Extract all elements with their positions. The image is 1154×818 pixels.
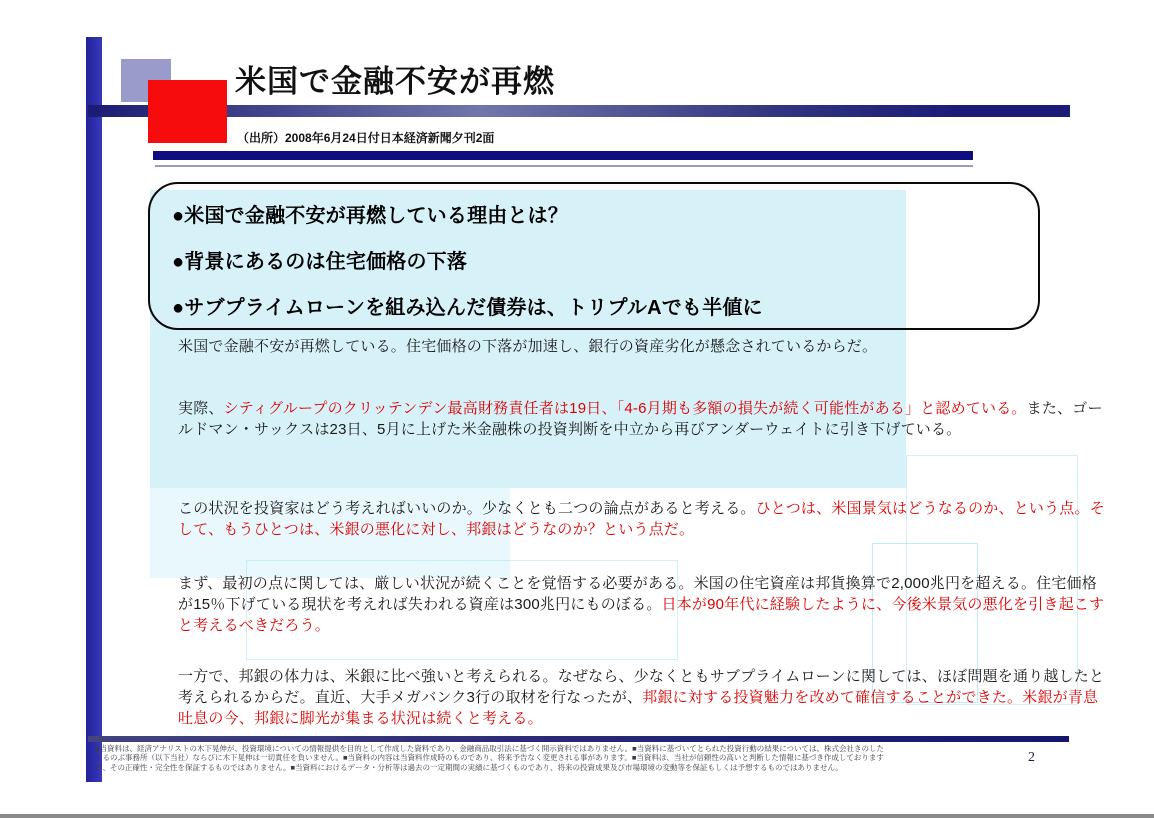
body-paragraph: [178, 498, 1108, 540]
text-segment: 米国で金融不安が再燃している。住宅価格の下落が加速し、銀行の資産劣化が懸念されているからだ。: [178, 338, 878, 355]
body-paragraphs: [178, 0, 1108, 818]
text-segment: 実際、: [178, 400, 224, 417]
text-segment: まず、最初の点に関しては、厳しい状況が続くことを覚悟する必要がある。米国の住宅資産は邦貨換算で2,000兆円を超える。住宅価格が15％下げている現状を考えれば失われる資産は300兆円にものぼる。: [178, 575, 1097, 613]
body-paragraph: [178, 573, 1108, 636]
key-point-bullet: ●サブプライムローンを組み込んだ債券は、トリプルAでも半値に: [172, 296, 763, 319]
disclaimer-line: ■当資料は、経済アナリストの木下晃伸が、投資環境についての情報提供を目的として作成した資料であり、金融商品取引法に基づく開示資料ではありません。■当資料に基づいてとられた投資行動の結果については、株式会社きのした: [95, 744, 885, 753]
disclaimer-line: が、その正確性・完全性を保証するものではありません。■当資料におけるデータ・分析等は過去の一定期間の実績に基づくものであり、将来の投資成果及び市場環境の変動等を保証もしくは予想するものではありません。: [95, 762, 843, 772]
text-segment: また、ゴールドマン・サックスは23日、5月に上げた米金融株の投資判断を中立から再びアンダーウェイトに引き下げている。: [178, 400, 1103, 438]
body-paragraph: [178, 398, 1108, 440]
page-number: 2: [1028, 750, 1035, 765]
disclaimer-line: てるのぶ事務所（以下当社）ならびに木下晃伸は一切責任を負いません。■当資料の内容は当資料作成時のものであり、将来予告なく変更される事があります。■当資料は、当社が信頼性の高いと判断した情報に基づき作成しております: [95, 753, 884, 763]
source-caption: （出所）2008年6月24日付日本経済新聞夕刊2面: [237, 131, 495, 145]
left-accent-bar: [86, 37, 102, 782]
body-paragraph: [178, 666, 1108, 729]
text-segment: この状況を投資家はどう考えればいいのか。少なくとも二つの論点があると考える。: [178, 500, 756, 517]
emphasis-text-segment: ひとつは、米国景気はどうなるのか、という点。そして、もうひとつは、米銀の悪化に対し、邦銀はどうなのか？という点だ。: [178, 500, 1105, 538]
slide-title: 米国で金融不安が再燃: [235, 64, 555, 99]
text-segment: 一方で、邦銀の体力は、米銀に比べ強いと考えられる。なぜなら、少なくともサブプライムローンに関しては、ほぼ問題を通り越したと考えられるからだ。直近、大手メガバンク3行の取材を行なったが、: [178, 668, 1105, 706]
key-point-bullet: ●背景にあるのは住宅価格の下落: [172, 250, 468, 273]
body-paragraph: [178, 336, 1108, 357]
emphasis-text-segment: シティグループのクリッテンデン最高財務責任者は19日、「4-6月期も多額の損失が続く可能性がある」と認めている。: [223, 400, 1027, 417]
key-point-bullet: ●米国で金融不安が再燃している理由とは？: [172, 204, 569, 227]
emphasis-text-segment: 日本が90年代に経験したように、今後米景気の悪化を引き起こすと考えるべきだろう。: [178, 596, 1105, 634]
emphasis-text-segment: 邦銀に対する投資魅力を改めて確信することができた。米銀が青息吐息の今、邦銀に脚光が集まる状況は続くと考える。: [178, 689, 1099, 727]
